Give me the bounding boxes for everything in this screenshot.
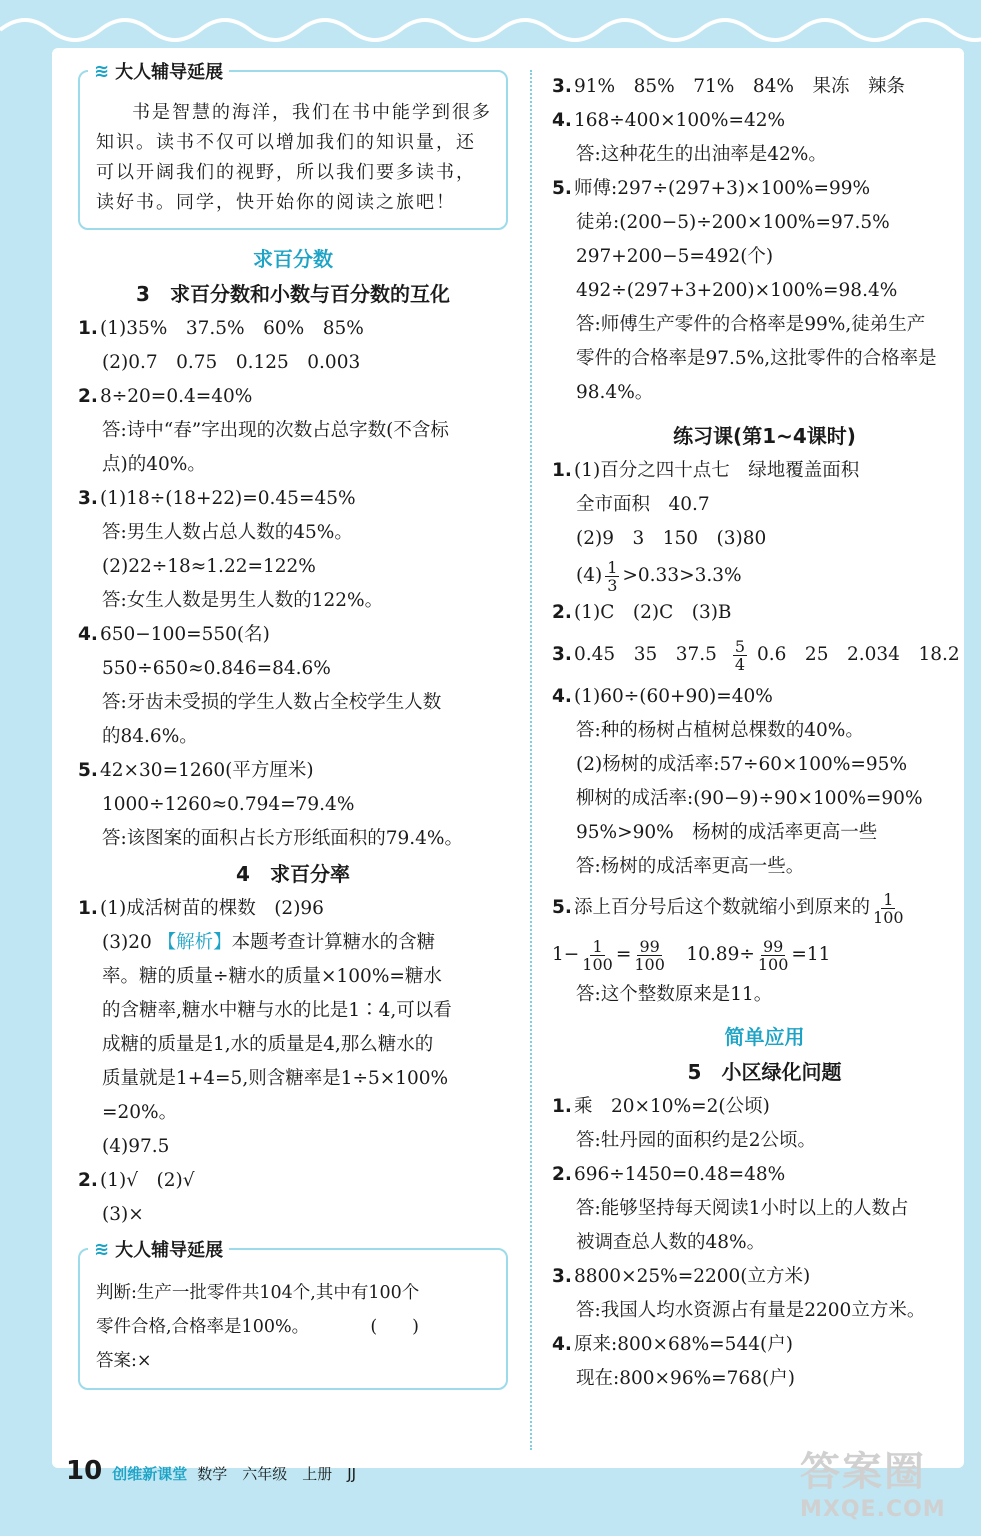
answer-line: 4. 168÷400×100%=42% [552, 110, 786, 131]
answer-line: 297+200−5=492(个) [576, 246, 774, 267]
answer-line: 3. 0.45 35 37.5 $\frac{5}{4}$ 0.6 25 2.034 18.2 [552, 636, 960, 674]
left-column [78, 60, 508, 1390]
answer-line: 1000÷1260≈0.794=79.4% [102, 794, 355, 815]
answer-line: 1. (1)成活树苗的棵数 (2)96 [78, 898, 324, 919]
answer-line: 的84.6%。 [102, 726, 198, 747]
answer-line: 3. (1)18÷(18+22)=0.45=45% [78, 488, 356, 509]
answer-line: (3)× [102, 1204, 144, 1225]
answer-line: 2. (1)√ (2)√ [78, 1170, 195, 1191]
answer-line: 的含糖率,糖水中糖与水的比是1∶4,可以看 [102, 1000, 452, 1021]
fraction: $\frac{1}{3}$ [607, 557, 618, 595]
wave-icon: ≋ [94, 1238, 110, 1260]
fraction: $\frac{5}{4}$ [734, 636, 746, 674]
answer-line: (2)9 3 150 (3)80 [576, 528, 767, 549]
answer-line: 5. 师傅:297÷(297+3)×100%=99% [552, 178, 871, 199]
lesson4-continued-answers [552, 70, 977, 410]
answer-line: 全市面积 40.7 [576, 494, 710, 515]
answer-line: 质量就是1+4=5,则含糖率是1÷5×100% [102, 1068, 449, 1089]
answer-line: 答:这种花生的出油率是42%。 [576, 144, 827, 165]
answer-line: (2)0.7 0.75 0.125 0.003 [102, 352, 361, 373]
answer-line: 95%>90% 杨树的成活率更高一些 [576, 822, 878, 843]
tip-line: 零件合格,合格率是100%。 ( ) [96, 1317, 419, 1337]
answer-line: 答:我国人均水资源占有量是2200立方米。 [576, 1300, 926, 1321]
lesson-title: 4 求百分率 [236, 862, 350, 886]
parent-tip-box-2 [78, 1238, 508, 1390]
answer-line: 2. 8÷20=0.4=40% [78, 386, 253, 407]
tip-line: 判断:生产一批零件共104个,其中有100个 [96, 1283, 420, 1303]
answer-line: 答:女生人数是男生人数的122%。 [102, 590, 384, 611]
analysis-tag: 【解析】 [157, 932, 232, 953]
brand-name: 创维新课堂 [112, 1465, 188, 1483]
answer-line: 零件的合格率是97.5%,这批零件的合格率是 [576, 348, 937, 369]
practice-answers-4 [552, 680, 977, 884]
answer-line: 2. (1)C (2)C (3)B [552, 602, 732, 623]
fraction: $\frac{99}{100}$ [757, 936, 789, 974]
wave-icon: ≋ [94, 60, 110, 82]
fraction: $\frac{99}{100}$ [634, 936, 665, 974]
answer-line: 徒弟:(200−5)÷200×100%=97.5% [576, 212, 890, 233]
parent-tip-text: 书是智慧的海洋，我们在书中能学到很多知识。读书不仅可以增加我们的知识量，还可以开阔我们的视野，所以我们要多读书，读好书。同学，快开始你的阅读之旅吧！ [96, 102, 492, 213]
answer-line: 答:杨树的成活率更高一些。 [576, 856, 805, 877]
answer-line: 答:该图案的面积占长方形纸面积的79.4%。 [102, 828, 464, 849]
answer-line: 3. 91% 85% 71% 84% 果冻 辣条 [552, 76, 905, 97]
page-footer [66, 1456, 356, 1486]
answer-line: 4. 650−100=550(名) [78, 624, 270, 645]
parent-tip-box-1 [78, 60, 508, 230]
fraction: $\frac{1}{100}$ [582, 936, 613, 974]
answer-line: 1. 乘 20×10%=2(公顷) [552, 1096, 770, 1117]
answer-line: 答:这个整数原来是11。 [576, 984, 773, 1005]
parent-tip-tag: ≋ 大人辅导延展 [88, 1236, 229, 1262]
answer-line: (2)22÷18≈1.22=122% [102, 556, 316, 577]
answer-line: 成糖的质量是1,水的质量是4,那么糖水的 [102, 1034, 434, 1055]
answer-line: 答:男生人数占总人数的45%。 [102, 522, 353, 543]
tip-line: 答案:× [96, 1351, 152, 1371]
parent-tip-tag: ≋ 大人辅导延展 [88, 58, 229, 84]
lesson-title: 3 求百分数和小数与百分数的互化 [136, 282, 450, 306]
page-number: 10 [66, 1456, 103, 1486]
answer-line: 4. (1)60÷(60+90)=40% [552, 686, 773, 707]
lesson4-answers [78, 1130, 508, 1232]
answer-line: 98.4%。 [576, 382, 654, 403]
section-title: 简单应用 [724, 1025, 805, 1049]
answer-line: 答:牙齿未受损的学生人数占全校学生人数 [102, 692, 442, 713]
answer-line: 1. (1)35% 37.5% 60% 85% [78, 318, 364, 339]
answer-line: 5. 42×30=1260(平方厘米) [78, 760, 314, 781]
answer-line: 答:牡丹园的面积约是2公顷。 [576, 1130, 817, 1151]
answer-line: 被调查总人数的48%。 [576, 1232, 766, 1253]
answer-line: 4. 原来:800×68%=544(户) [552, 1334, 793, 1355]
answer-line: 现在:800×96%=768(户) [576, 1368, 795, 1389]
answer-line: (4)97.5 [102, 1136, 170, 1157]
answer-line: (4) $\frac{1}{3}$ >0.33>3.3% [576, 557, 742, 595]
answer-line: 1− $\frac{1}{100}$ = $\frac{99}{100}$ 10.89÷ $\frac{99}{100}$ =11 [552, 936, 831, 974]
answer-line: 1. (1)百分之四十点七 绿地覆盖面积 [552, 460, 860, 481]
answer-line: 柳树的成活率:(90−9)÷90×100%=90% [576, 788, 923, 809]
answer-line: (3)20 【解析】本题考查计算糖水的含糖 [102, 932, 436, 953]
lesson5-answers [552, 1090, 977, 1396]
answer-line: 2. 696÷1450=0.48=48% [552, 1164, 786, 1185]
answer-line: 550÷650≈0.846=84.6% [102, 658, 331, 679]
answer-line: (2)杨树的成活率:57÷60×100%=95% [576, 754, 908, 775]
answer-line: 率。糖的质量÷糖水的质量×100%=糖水 [102, 966, 442, 987]
answer-line: 答:诗中“春”字出现的次数占总字数(不含标 [102, 420, 449, 441]
answer-line: 3. 8800×25%=2200(立方米) [552, 1266, 811, 1287]
answer-line: 答:能够坚持每天阅读1小时以上的人数占 [576, 1198, 909, 1219]
book-info: 数学 六年级 上册 JJ [197, 1465, 357, 1483]
practice-answers [552, 454, 977, 556]
answer-line: 492÷(297+3+200)×100%=98.4% [576, 280, 898, 301]
watermark: 答案圈 MXQE.COM [800, 1449, 946, 1522]
answer-line: =20%。 [102, 1102, 178, 1123]
answer-line: 答:种的杨树占植树总棵数的40%。 [576, 720, 864, 741]
answer-line: 答:师傅生产零件的合格率是99%,徒弟生产 [576, 314, 926, 335]
column-divider [530, 70, 532, 1450]
section-title: 求百分数 [253, 247, 333, 271]
practice-title: 练习课(第1~4课时) [673, 424, 856, 448]
lesson-title: 5 小区绿化问题 [687, 1060, 842, 1084]
lesson3-answers [78, 312, 508, 856]
right-column [552, 70, 977, 1396]
answer-line: 点)的40%。 [102, 454, 206, 475]
answer-line: 5. 添上百分号后这个数就缩小到原来的 $\frac{1}{100}$ [552, 889, 904, 927]
fraction: $\frac{1}{100}$ [873, 889, 904, 927]
